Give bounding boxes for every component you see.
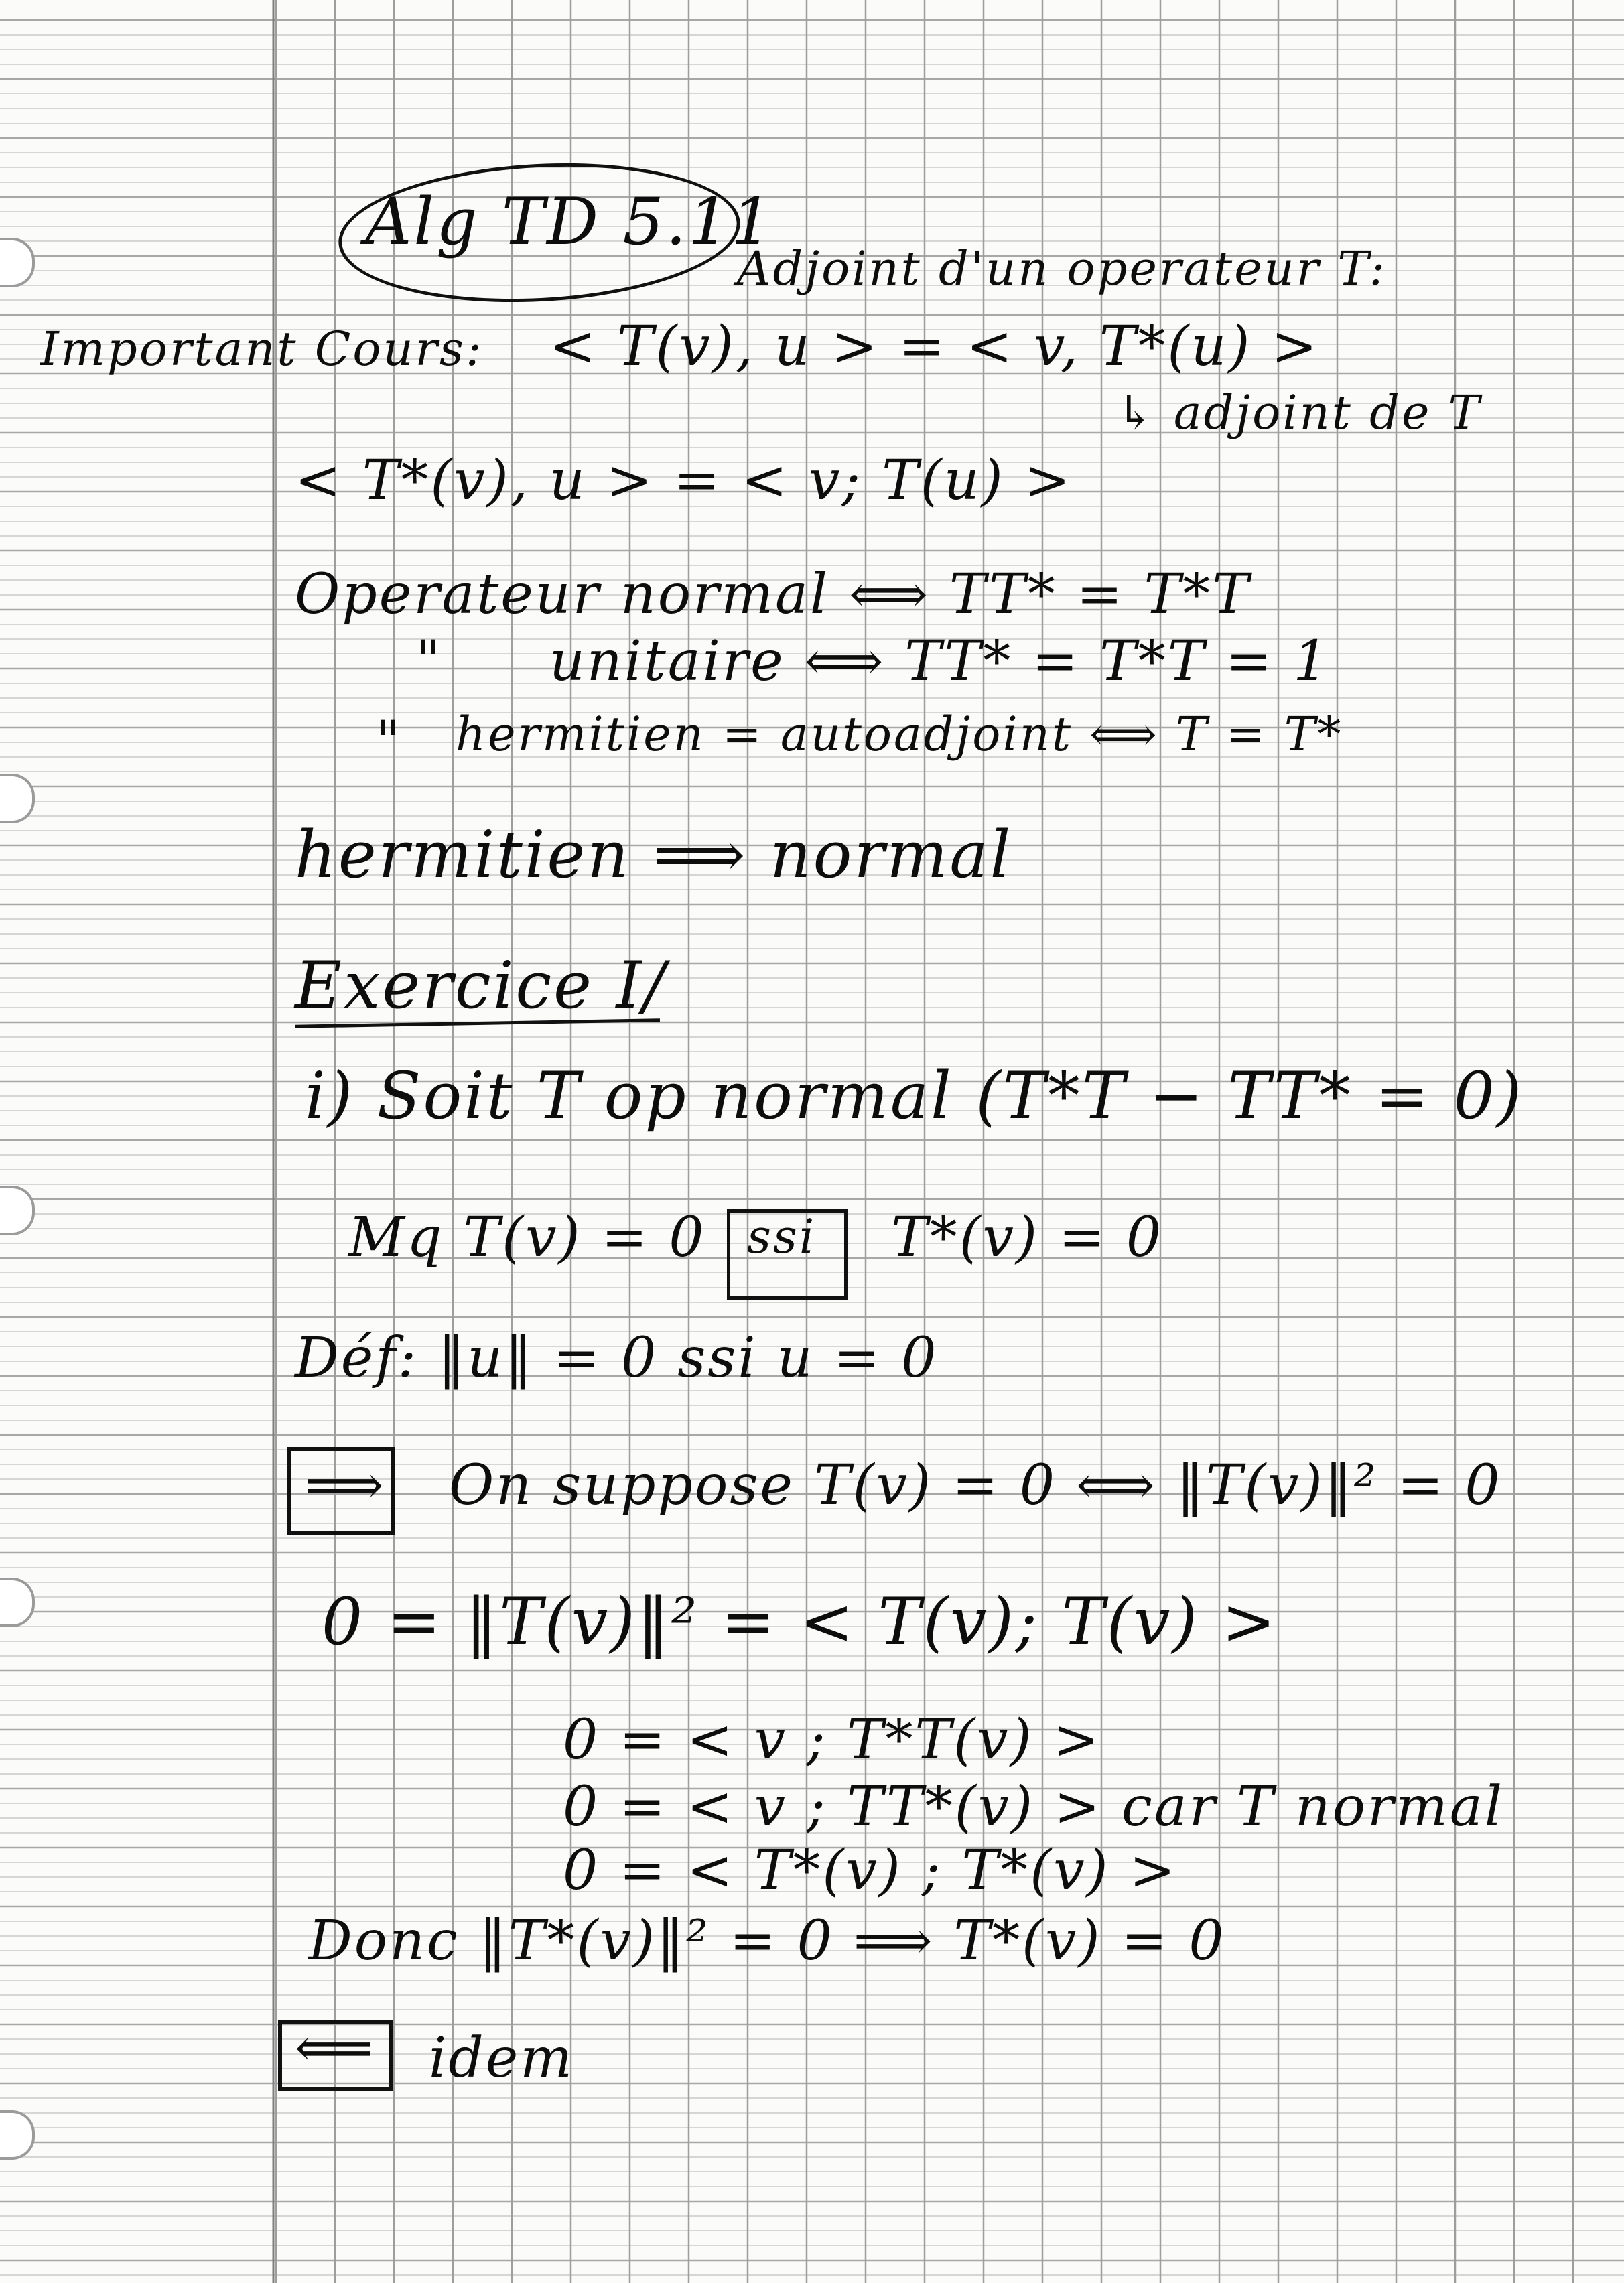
important-label: Important Cours: [40, 322, 484, 376]
definition-hermitien: hermitien = autoadjoint ⟺ T = T* [456, 707, 1343, 762]
formula-adjoint-2: < T*(v), u > = < v; T(u) > [295, 449, 1073, 512]
exercise-title: Exercice I/ [295, 948, 667, 1023]
proof-step-4: 0 = < T*(v) ; T*(v) > [563, 1839, 1178, 1902]
to-show-rhs: T*(v) = 0 [891, 1206, 1164, 1269]
proof-step-3: 0 = < v ; TT*(v) > car T normal [563, 1775, 1504, 1839]
suppose-line: On suppose T(v) = 0 ⟺ ‖T(v)‖² = 0 [449, 1454, 1502, 1517]
definition-unitaire: unitaire ⟺ TT* = T*T = 1 [549, 630, 1331, 693]
norm-definition: Déf: ‖u‖ = 0 ssi u = 0 [295, 1326, 939, 1390]
ditto-mark: " [415, 630, 443, 693]
to-show: Mq T(v) = 0 [348, 1206, 706, 1269]
forward-arrow: ⟹ [305, 1454, 386, 1517]
definition-normal: Operateur normal ⟺ TT* = T*T [295, 563, 1251, 626]
page-title: Alg TD 5.11 [365, 184, 774, 259]
adjoint-heading: Adjoint d'un operateur T: [737, 241, 1388, 296]
adjoint-note: ↳ adjoint de T [1115, 385, 1482, 440]
hermitien-implies-normal: hermitien ⟹ normal [295, 817, 1013, 892]
ssi-label: ssi [747, 1209, 817, 1264]
idem-text: idem [429, 2026, 574, 2090]
proof-step-2: 0 = < v ; T*T(v) > [563, 1708, 1101, 1772]
ditto-mark: " [375, 710, 403, 774]
backward-arrow: ⟸ [295, 2016, 376, 2080]
conclusion: Donc ‖T*(v)‖² = 0 ⟹ T*(v) = 0 [308, 1909, 1226, 1973]
proof-step-1: 0 = ‖T(v)‖² = < T(v); T(v) > [322, 1584, 1278, 1659]
formula-adjoint-1: < T(v), u > = < v, T*(u) > [549, 315, 1320, 378]
exercise-part-i: i) Soit T op normal (T*T − TT* = 0) [305, 1058, 1524, 1133]
